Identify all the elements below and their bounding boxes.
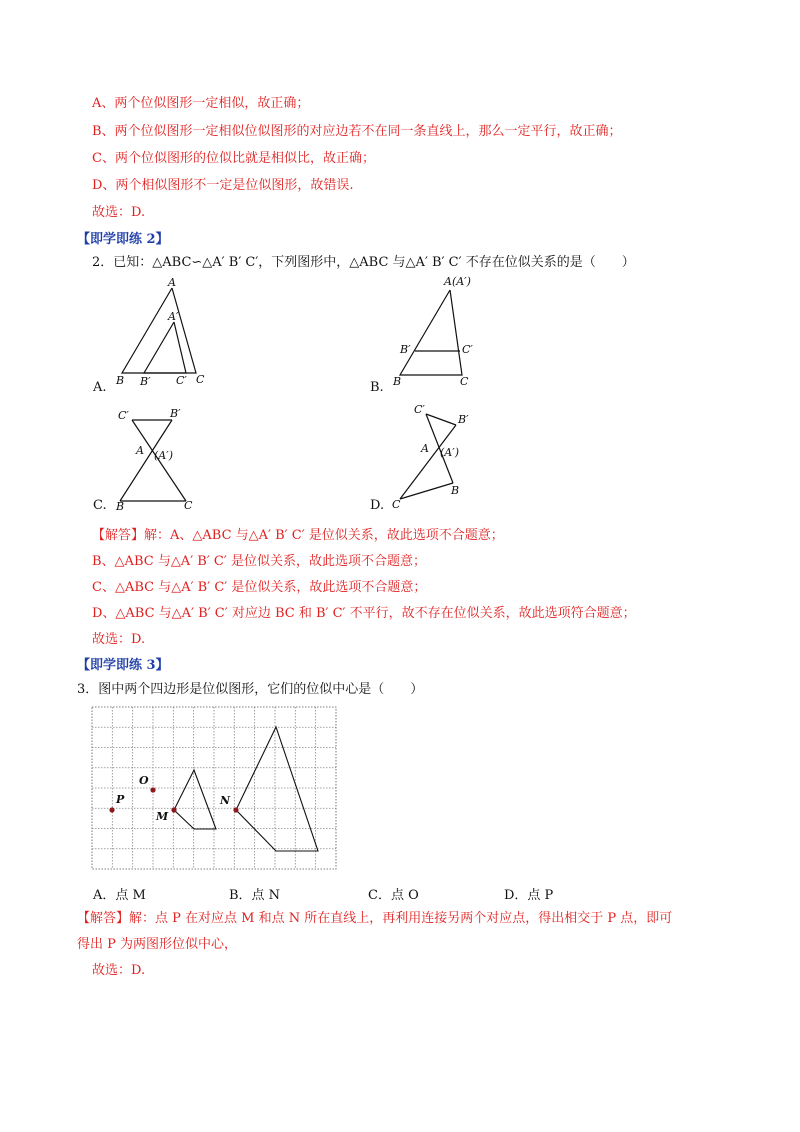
section2-answer-line3: C、△ABC 与△A′ B′ C′ 是位似关系，故此选项不合题意； — [92, 580, 427, 595]
prev-answer-line-a: A、两个位似图形一定相似，故正确； — [92, 96, 310, 111]
point-label-b-prime: B′ — [140, 375, 151, 388]
point-label-b: B — [393, 375, 402, 388]
point-label-c-prime: C′ — [176, 374, 187, 387]
point-m-dot — [171, 807, 176, 812]
point-label-c: C — [460, 375, 469, 388]
point-label-a-prime: A′ — [168, 310, 179, 323]
point-label-b: B — [116, 374, 125, 387]
section3-answer-line1: 【解答】解：点 P 在对应点 M 和点 N 所在直线上，再利用连接另两个对应点，得出相交于 P 点，即可 — [77, 911, 673, 926]
point-label-n: N — [220, 794, 231, 807]
section3-option-a: A．点 M — [93, 888, 146, 903]
prev-answer-line-b: B、两个位似图形一定相似位似图形的对应边若不在同一条直线上，那么一定平行，故正确； — [92, 124, 622, 139]
point-label-c-prime: C′ — [414, 403, 425, 416]
section2-heading: 【即学即练 2】 — [77, 232, 169, 247]
option-d-label: D. — [370, 498, 385, 513]
section3-heading: 【即学即练 3】 — [77, 658, 169, 673]
section2-answer-line4: D、△ABC 与△A′ B′ C′ 对应边 BC 和 B′ C′ 不平行，故不存在位似关系，故此选项符合题意； — [92, 606, 636, 621]
point-label-a: A — [421, 442, 429, 455]
point-label-c: C — [392, 498, 401, 511]
option-a-label: A. — [93, 380, 107, 395]
point-label-b: B — [116, 500, 125, 513]
section2-answer-choice: 故选：D. — [92, 632, 146, 647]
section2-answer-line1: 【解答】解：A、△ABC 与△A′ B′ C′ 是位似关系，故此选项不合题意； — [92, 528, 504, 543]
point-label-o: O — [139, 774, 149, 787]
section2-question: 2．已知：△ABC∽△A′ B′ C′，下列图形中，△ABC 与△A′ B′ C′ 不存在位似关系的是（ ） — [92, 255, 635, 270]
section3-option-c: C．点 O — [368, 888, 419, 903]
point-label-b-prime: B′ — [400, 343, 411, 356]
point-label-a-prime: (A′) — [440, 446, 460, 459]
point-label-a: A — [136, 444, 144, 457]
point-label-a-prime: (A′) — [154, 449, 174, 462]
point-label-c: C — [184, 499, 193, 512]
section3-answer-choice: 故选：D. — [92, 963, 146, 978]
section2-answer-line2: B、△ABC 与△A′ B′ C′ 是位似关系，故此选项不合题意； — [92, 554, 426, 569]
figure-option-a — [110, 276, 220, 392]
prev-answer-choice: 故选：D. — [92, 205, 146, 220]
point-label-b-prime: B′ — [170, 407, 181, 420]
point-n-dot — [233, 807, 238, 812]
point-label-b-prime: B′ — [458, 413, 469, 426]
point-label-p: P — [116, 793, 125, 806]
point-o-dot — [150, 787, 155, 792]
prev-answer-line-d: D、两个相似图形不一定是位似图形，故错误. — [92, 178, 354, 193]
option-c-label: C. — [93, 498, 107, 513]
point-label-m: M — [156, 810, 169, 823]
section3-answer-line2: 得出 P 为两图形位似中心， — [77, 937, 238, 952]
figure-option-d — [388, 400, 498, 518]
section3-option-b: B．点 N — [229, 888, 281, 903]
point-label-c-prime: C′ — [462, 343, 473, 356]
point-label-c-prime: C′ — [118, 409, 129, 422]
prev-answer-line-c: C、两个位似图形的位似比就是相似比，故正确； — [92, 151, 375, 166]
point-label-a: A — [168, 276, 176, 289]
figure-option-c — [110, 404, 210, 516]
option-b-label: B. — [370, 380, 384, 395]
section3-question: 3．图中两个四边形是位似图形，它们的位似中心是（ ） — [77, 682, 424, 697]
grid-figure — [90, 705, 338, 871]
point-p-dot — [109, 807, 114, 812]
section3-option-d: D．点 P — [504, 888, 554, 903]
point-label-b: B — [451, 484, 460, 497]
point-label-a-a-prime: A(A′) — [444, 275, 471, 288]
figure-option-b — [390, 272, 500, 392]
point-label-c: C — [196, 373, 205, 386]
